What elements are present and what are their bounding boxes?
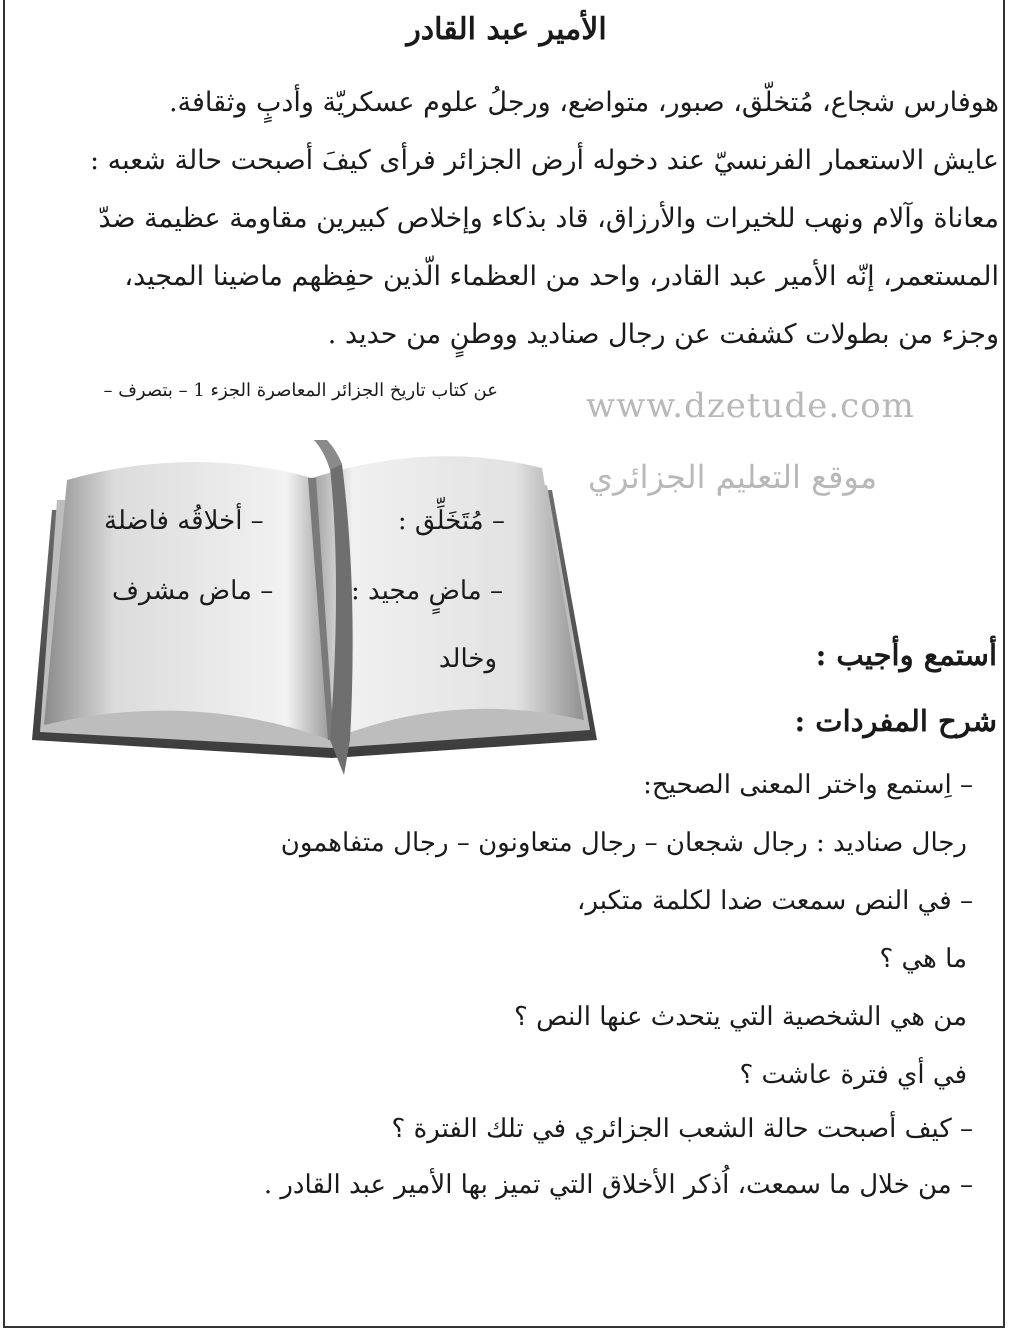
question-item: ما هي ؟ [879, 944, 967, 974]
vocab-heading: شرح المفردات : [794, 704, 997, 738]
question-item: من هي الشخصية التي يتحدث عنها النص ؟ [514, 1002, 967, 1032]
question-item: – اِستمع واختر المعنى الصحيح: [643, 770, 973, 800]
watermark-url: www.dzetude.com [586, 386, 915, 426]
question-item: في أي فترة عاشت ؟ [739, 1060, 967, 1090]
open-book-illustration [12, 440, 602, 780]
question-item: رجال صناديد : رجال شجعان – رجال متعاونون – رجال متفاهمون [280, 828, 967, 858]
paragraph-line: هوفارس شجاع، مُتخلّق، صبور، متواضع، ورجلُ علوم عسكريّة وأدبٍ وثقافة. [168, 87, 999, 118]
source-citation: عن كتاب تاريخ الجزائر المعاصرة الجزء 1 – بتصرف – [103, 380, 498, 401]
main-paragraph [9, 74, 999, 364]
paragraph-line: المستعمر، إنّه الأمير عبد القادر، واحد من العظماء الّذين حفِظهم ماضينا المجيد، [124, 261, 999, 292]
paragraph-line: عايش الاستعمار الفرنسيّ عند دخوله أرض الجزائر فرأى كيفَ أصبحت حالة شعبه : [89, 145, 999, 176]
question-item: – من خلال ما سمعت، اُذكر الأخلاق التي تميز بها الأمير عبد القادر . [263, 1170, 973, 1200]
page-title: الأمير عبد القادر [406, 12, 607, 47]
vocab-meaning-2-cont: وخالد [438, 644, 497, 674]
paragraph-line: معاناة وآلام ونهب للخيرات والأرزاق، قاد بذكاء وإخلاص كبيرين مقاومة عظيمة ضدّ [98, 203, 999, 234]
watermark-arabic: موقع التعليم الجزائري [588, 458, 878, 496]
paragraph-line: وجزء من بطولات كشفت عن رجال صناديد ووطنٍ من حديد . [327, 319, 999, 350]
vocab-meaning-2: – ماض مشرف [112, 576, 274, 606]
vocab-meaning-1: – أخلاقُه فاضلة [104, 506, 264, 536]
vocab-word-2: – ماضٍ مجيد : [350, 576, 503, 606]
question-item: – كيف أصبحت حالة الشعب الجزائري في تلك الفترة ؟ [391, 1114, 973, 1144]
question-item: – في النص سمعت ضدا لكلمة متكبر، [577, 886, 973, 916]
vocab-word-1: – مُتَخَلِّق : [397, 506, 505, 536]
listen-heading: أستمع وأجيب : [815, 638, 997, 672]
